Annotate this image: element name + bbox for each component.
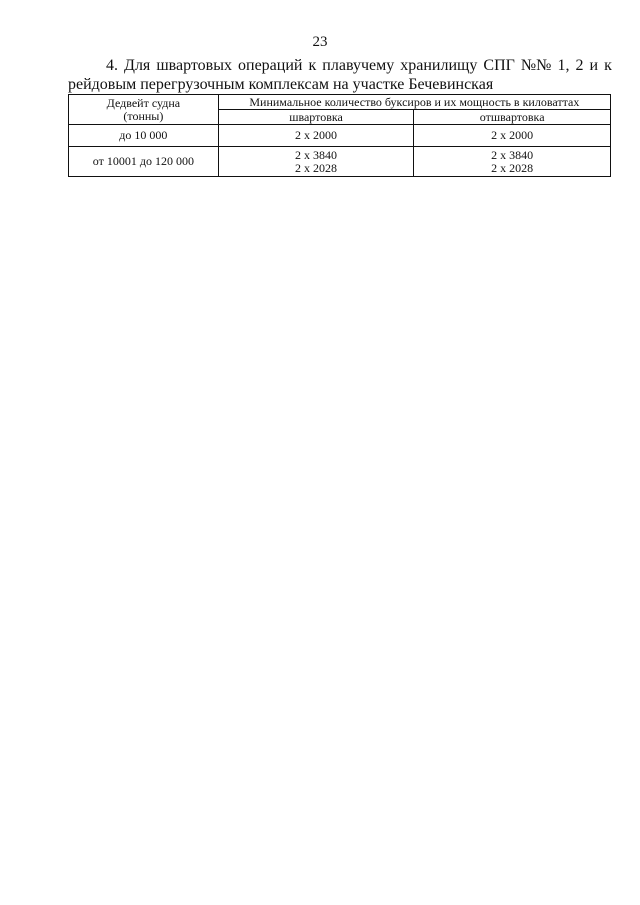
row-2-unmooring (414, 147, 611, 177)
heading-word: 4. (106, 57, 118, 74)
table-row (69, 147, 611, 177)
heading-word: плавучему (322, 57, 395, 74)
row-2-unmooring-value-1: 2 х 3840 (491, 147, 534, 162)
heading-word: Для (124, 57, 151, 74)
row-1-unmooring-value: 2 х 2000 (491, 128, 534, 142)
heading-word: хранилищу (400, 57, 478, 74)
header-deadweight-unit: (тонны) (123, 108, 164, 123)
heading-word: №№ (520, 57, 552, 74)
row-1-mooring (218, 125, 414, 147)
section-heading (68, 56, 612, 94)
header-deadweight-title: Дедвейт судна (106, 95, 181, 110)
row-2-mooring-value-2: 2 х 2028 (295, 160, 338, 175)
header-tugs-group: Минимальное количество буксиров и их мощность в киловаттах (218, 95, 610, 110)
heading-line-1 (68, 56, 612, 75)
row-2-mooring (218, 147, 414, 177)
row-2-unmooring-value-2: 2 х 2028 (491, 160, 534, 175)
row-2-deadweight: от 10001 до 120 000 (69, 147, 219, 177)
heading-line-2: рейдовым перегрузочным комплексам на участке Бечевинская (68, 76, 494, 93)
tug-requirements-table (68, 94, 611, 177)
header-unmooring: отшвартовка (414, 110, 611, 125)
row-2-mooring-value-1: 2 х 3840 (295, 147, 338, 162)
heading-word: 2 (575, 57, 584, 74)
header-mooring: швартовка (218, 110, 414, 125)
heading-word: швартовых (156, 57, 232, 74)
header-deadweight (69, 95, 219, 125)
row-1-deadweight: до 10 000 (69, 125, 219, 147)
heading-word: к (604, 57, 612, 74)
heading-word: операций (238, 57, 303, 74)
heading-word: к (308, 57, 317, 74)
row-1-unmooring (414, 125, 611, 147)
heading-word: и (589, 57, 599, 74)
page-number: 23 (312, 34, 328, 50)
table-row (69, 125, 611, 147)
heading-word: СПГ (483, 57, 515, 74)
row-1-mooring-value: 2 х 2000 (295, 128, 338, 142)
heading-word: 1, (557, 57, 570, 74)
